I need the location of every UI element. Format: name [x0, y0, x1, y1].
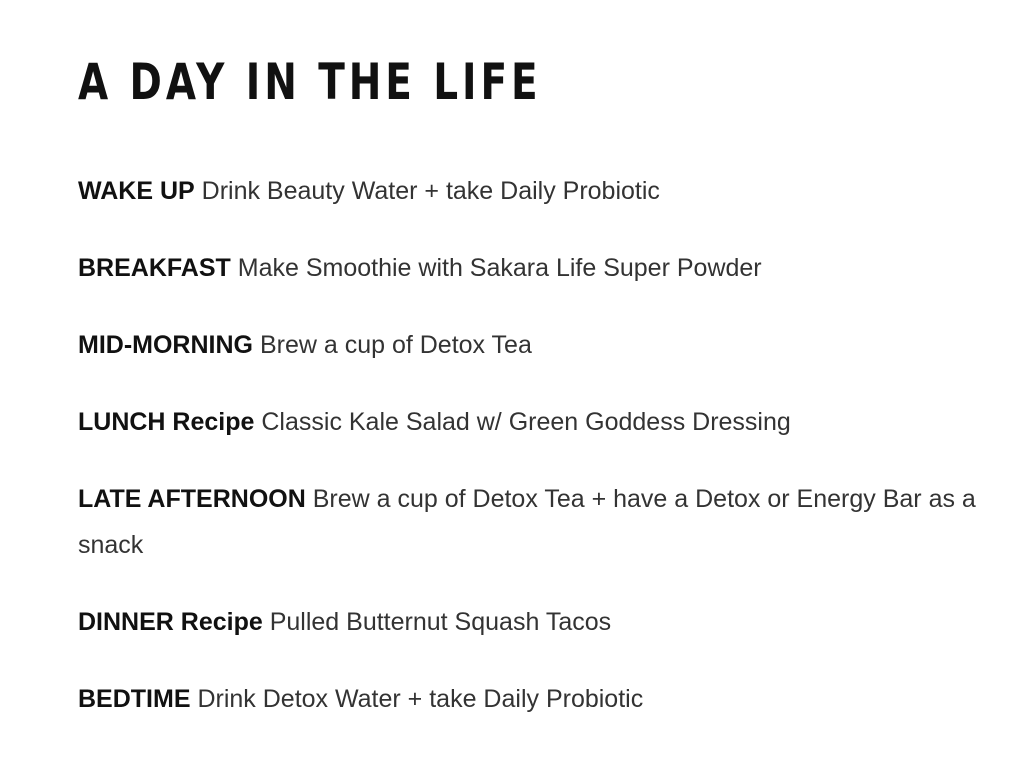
daily-schedule-list [78, 168, 993, 753]
schedule-item-lunch [78, 399, 993, 445]
schedule-item-breakfast [78, 245, 993, 291]
schedule-item-wake-up [78, 168, 993, 214]
schedule-item-description: Brew a cup of Detox Tea [259, 331, 532, 359]
schedule-item-late-afternoon [78, 476, 993, 568]
schedule-item-description: Pulled Butternut Squash Tacos [269, 608, 612, 636]
schedule-item-description: Brew a cup of Detox Tea + have a Detox or Energy Bar as a snack [78, 485, 976, 559]
schedule-item-dinner [78, 599, 993, 645]
schedule-item-label: BREAKFAST [78, 254, 231, 282]
page-title: A DAY IN THE LIFE [78, 53, 542, 111]
schedule-item-label: DINNER Recipe [78, 608, 263, 636]
schedule-item-description: Drink Beauty Water + take Daily Probiotic [201, 177, 660, 205]
schedule-item-label: LUNCH Recipe [78, 408, 255, 436]
schedule-item-description: Classic Kale Salad w/ Green Goddess Dressing [261, 408, 791, 436]
schedule-item-label: MID-MORNING [78, 331, 253, 359]
schedule-item-label: BEDTIME [78, 685, 191, 713]
schedule-item-label: WAKE UP [78, 177, 195, 205]
schedule-item-label: LATE AFTERNOON [78, 485, 306, 513]
schedule-item-mid-morning [78, 322, 993, 368]
schedule-item-description: Make Smoothie with Sakara Life Super Powder [237, 254, 762, 282]
schedule-item-bedtime [78, 676, 993, 722]
schedule-item-description: Drink Detox Water + take Daily Probiotic [197, 685, 644, 713]
